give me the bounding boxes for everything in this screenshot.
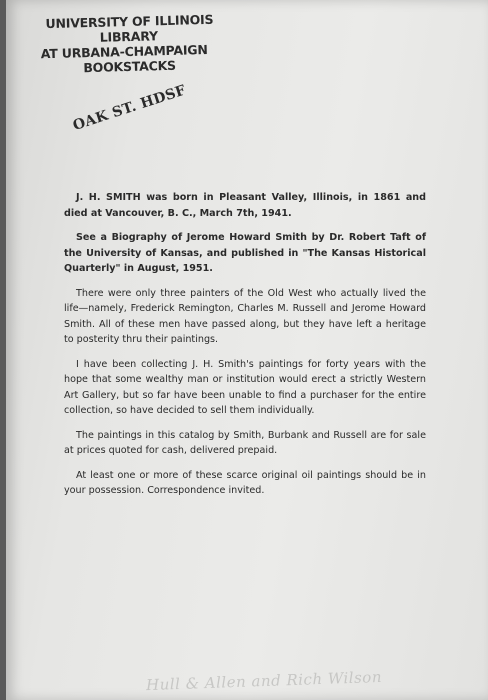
paragraph-collecting: I have been collecting J. H. Smith's paintings for forty years with the hope that some wealthy man or institution would erect a strictly Western Art Gallery, but so far have been unable to find a purchaser for the entire collection, so have decided to sell them individually. (64, 358, 426, 416)
oak-street-stamp: OAK ST. HDSF (71, 82, 188, 134)
paragraph-biography: See a Biography of Jerome Howard Smith by Dr. Robert Taft of the University of Kansas, and published in "The Kansas Historical Quarterly" in August, 1951. (64, 232, 426, 274)
stamp-line-library: LIBRARY (99, 28, 159, 45)
faint-signature: Hull & Allen and Rich Wilson (145, 667, 383, 695)
stamp-line-location: AT URBANA-CHAMPAIGN (40, 41, 208, 62)
document-page (6, 0, 488, 700)
paragraph-invitation: At least one or more of these scarce original oil paintings should be in your possession. Correspondence invited. (64, 469, 426, 496)
document-body (64, 190, 426, 508)
paragraph-birth: J. H. SMITH was born in Pleasant Valley, Illinois, in 1861 and died at Vancouver, B. C., March 7th, 1941. (64, 192, 426, 219)
paragraph-catalog: The paintings in this catalog by Smith, Burbank and Russell are for sale at prices quoted for cash, delivered prepaid. (64, 429, 426, 456)
stamp-line-bookstacks: BOOKSTACKS (83, 57, 177, 76)
stamp-line-university: UNIVERSITY OF ILLINOIS (45, 11, 214, 32)
paragraph-painters: There were only three painters of the Old West who actually lived the life—namely, Frederick Remington, Charles M. Russell and Jerome Howard Smith. All of these men have passed along, but they have left a heritage to posterity thru their paintings. (64, 287, 426, 345)
library-stamp (33, 12, 225, 77)
